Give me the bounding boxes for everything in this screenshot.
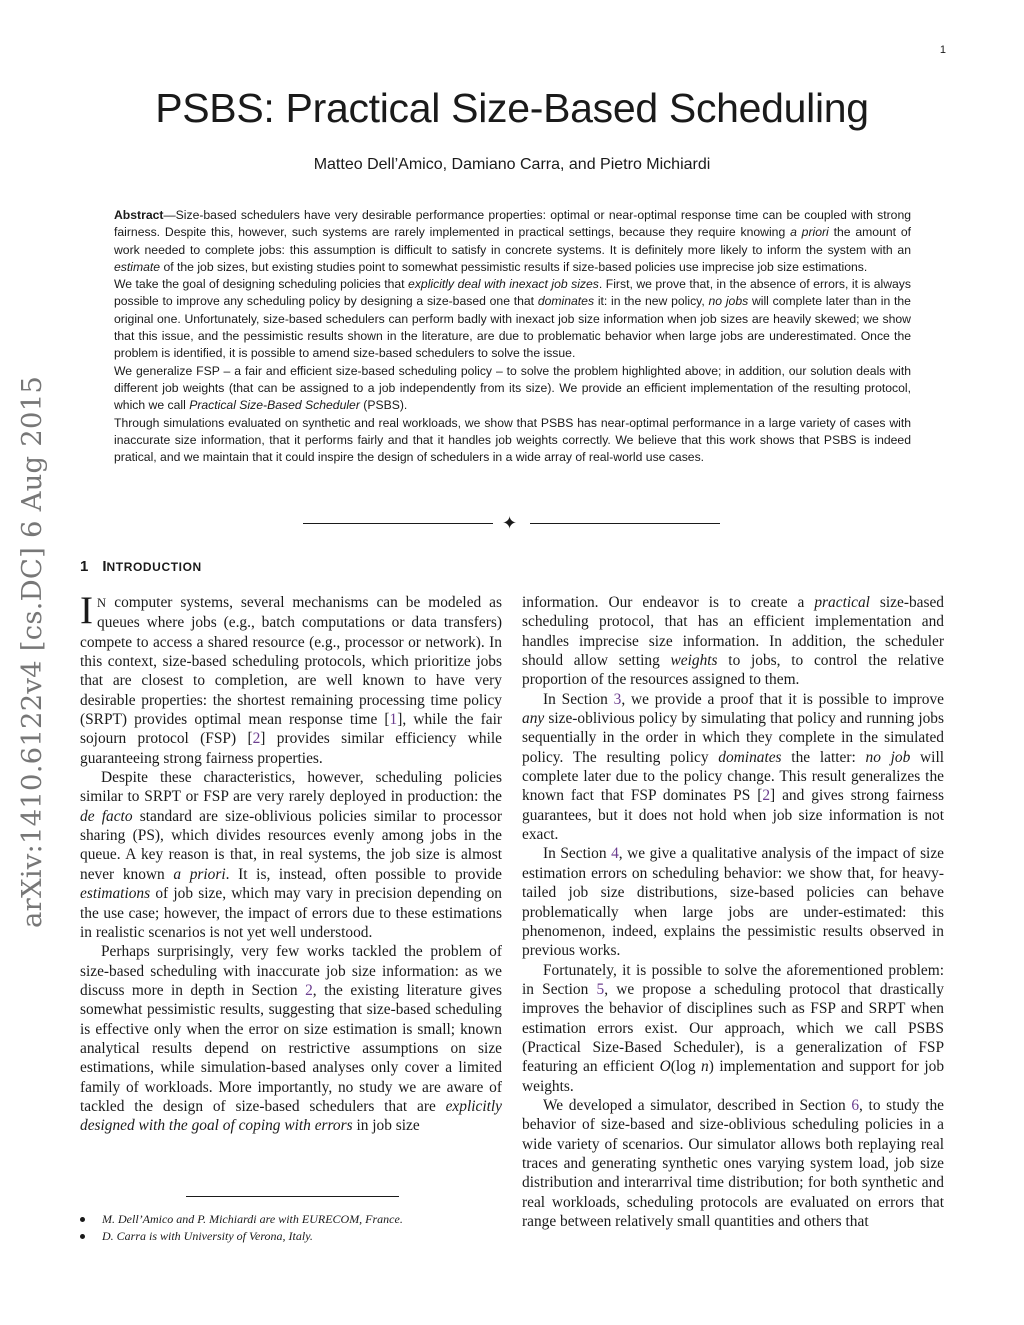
math-big-o: O bbox=[659, 1058, 671, 1076]
footnote-rule bbox=[186, 1196, 399, 1197]
abstract bbox=[114, 207, 911, 466]
footnotes bbox=[80, 1211, 510, 1245]
body-paragraph: I N computer systems, several mechanisms can be modeled as queues where jobs (e.g., batch computations or data transfers) compete to access a shared resource (e.g., processor or network). In this context, size-based scheduling protocols, which prioritize jobs that are closest to completion, are well known to have very desirable properties: the shortest remaining processing time policy (SRPT) provides optimal mean response time [1], while the fair sojourn protocol (FSP) [2] provides similar efficiency while guaranteeing strong fairness properties. bbox=[80, 589, 502, 767]
page-number: 1 bbox=[939, 44, 946, 56]
section-link[interactable]: 6 bbox=[851, 1096, 860, 1114]
bullet-icon bbox=[80, 1234, 85, 1239]
footnote-item: D. Carra is with University of Verona, Italy. bbox=[80, 1228, 510, 1245]
body-paragraph: We developed a simulator, described in Section 6, to study the behavior of size-based and size-oblivious scheduling policies in a wide variety of scenarios. Our simulator allows both replaying real traces and generating synthetic ones varying system load, job size distribution and interarrival time distribution; for both synthetic and real workloads, scheduling protocols are evaluated on errors that range between relatively small quantities and others that bbox=[522, 1096, 944, 1230]
divider-line-right bbox=[530, 523, 720, 524]
section-divider bbox=[300, 514, 724, 534]
abstract-lead: Abstract bbox=[114, 208, 164, 222]
section-heading-introduction: 1 INTRODUCTION bbox=[80, 558, 202, 575]
section-link[interactable]: 5 bbox=[596, 980, 605, 998]
section-link[interactable]: 2 bbox=[305, 981, 313, 999]
author-list: Matteo Dell’Amico, Damiano Carra, and Pietro Michiardi bbox=[313, 156, 711, 173]
body-paragraph: In Section 4, we give a qualitative analysis of the impact of size estimation errors on scheduling behavior: we show that, for heavy-tailed job size distributions, size-based policies can behave problematically when large jobs are under-estimated: this phenomenon, indeed, explains the pessimistic results observed in previous works. bbox=[522, 845, 944, 960]
abstract-paragraph: Abstract—Size-based schedulers have very desirable performance properties: optimal or near-optimal response time can be coupled with strong fairness. Despite this, however, such systems are rarely implemented in practical settings, because they require knowing a priori the amount of work needed to complete jobs: this assumption is difficult to satisfy in concrete systems. It is definitely more likely to inform the system with an estimate of the job sizes, but existing studies point to somewhat pessimistic results if size-based policies use imprecise job size estimations. bbox=[114, 208, 912, 274]
divider-line-left bbox=[303, 523, 493, 524]
citation-link[interactable]: 1 bbox=[389, 711, 398, 729]
drop-cap: I bbox=[80, 589, 93, 632]
body-paragraph: In Section 3, we provide a proof that it is possible to improve any size-oblivious policy by simulating that policy and running jobs sequentially in the order in which they complete in the simulated policy. The resulting policy dominates the latter: no job will complete later due to the policy change. This result generalizes the known fact that FSP dominates PS [2] and gives strong fairness guarantees, but it does not hold when job size information is not exact. bbox=[522, 690, 945, 844]
footnote-item: M. Dell’Amico and P. Michiardi are with EURECOM, France. bbox=[80, 1211, 510, 1228]
citation-link[interactable]: 2 bbox=[762, 787, 771, 805]
abstract-paragraph: We generalize FSP – a fair and efficient size-based scheduling policy – to solve the problem highlighted above; in addition, our solution deals with different job weights (that can be assigned to a job independently from its size). We provide an efficient implementation of the resulting protocol, which we call Practical Size-Based Scheduler (PSBS). bbox=[114, 363, 911, 413]
body-paragraph: Perhaps surprisingly, very few works tackled the problem of size-based scheduling with inaccurate job size information: as we discuss more in depth in Section 2, the existing literature gives somewhat pessimistic results, suggesting that size-based scheduling is effective only when the error on size estimation is small; known analytical results depend on restrictive assumptions on size estimations, while simulation-based analyses only cover a limited family of workloads. More importantly, no study we are aware of tackled the design of size-based schedulers that are explicitly designed with the goal of coping with errors in job size bbox=[80, 943, 502, 1135]
divider-star-icon: ✦ bbox=[502, 513, 518, 534]
abstract-paragraph: We take the goal of designing scheduling policies that explicitly deal with inexact job sizes. First, we prove that, in the absence of errors, it is always possible to improve any scheduling policy by designing a size-based one that dominates it: in the new policy, no jobs will complete later than in the original one. Unfortunately, size-based schedulers can perform badly with inexact job size information when job sizes are heavily skewed; we show that this issue, and the pessimistic results shown in the literature, are due to problematic behavior when large jobs are underestimated. Once the problem is identified, it is possible to amend size-based schedulers to solve the issue. bbox=[114, 277, 911, 361]
body-paragraph: Fortunately, it is possible to solve the aforementioned problem: in Section 5, we propose a scheduling protocol that drastically improves the behavior of disciplines such as FSP and SRPT when estimation errors exist. Our approach, which we call PSBS (Practical Size-Based Scheduler), is a generalization of FSP featuring an efficient O(log n) implementation and support for job weights. bbox=[522, 961, 945, 1095]
citation-link[interactable]: 2 bbox=[252, 730, 261, 748]
section-link[interactable]: 4 bbox=[611, 845, 619, 863]
bullet-icon bbox=[80, 1217, 85, 1222]
body-paragraph: Despite these characteristics, however, scheduling policies similar to SRPT or FSP are very rarely deployed in production: the de facto standard are size-oblivious policies similar to processor sharing (PS), which divides resources evenly among jobs in the queue. A key reason is that, in real systems, the job size is almost never known a priori. It is, instead, often possible to provide estimations of job size, which may vary in precision depending on the use case; however, the impact of errors due to these estimations in realistic scenarios is not yet well understood. bbox=[80, 769, 503, 941]
paper-title: PSBS: Practical Size-Based Scheduling bbox=[155, 85, 869, 131]
body-paragraph: information. Our endeavor is to create a practical size-based scheduling protocol, that has an efficient implementation and handles imprecise size information. In addition, the scheduler should allow setting weights to jobs, to control the relative proportion of the resources assigned to them. bbox=[522, 594, 944, 689]
section-link[interactable]: 3 bbox=[613, 690, 622, 708]
left-column bbox=[80, 589, 503, 1136]
abstract-paragraph: Through simulations evaluated on synthetic and real workloads, we show that PSBS has near-optimal performance in a large variety of cases with inaccurate size information, that it performs fairly and that it handles job weights correctly. We believe that this work shows that PSBS is indeed pratical, and we maintain that it could inspire the design of schedulers in a wide array of real-world use cases. bbox=[114, 415, 911, 465]
section-number: 1 bbox=[80, 558, 89, 575]
right-column bbox=[522, 593, 944, 1231]
arxiv-identifier: arXiv:1410.6122v4 [cs.DC] 6 Aug 2015 bbox=[16, 375, 48, 928]
math-n: n bbox=[701, 1058, 709, 1076]
